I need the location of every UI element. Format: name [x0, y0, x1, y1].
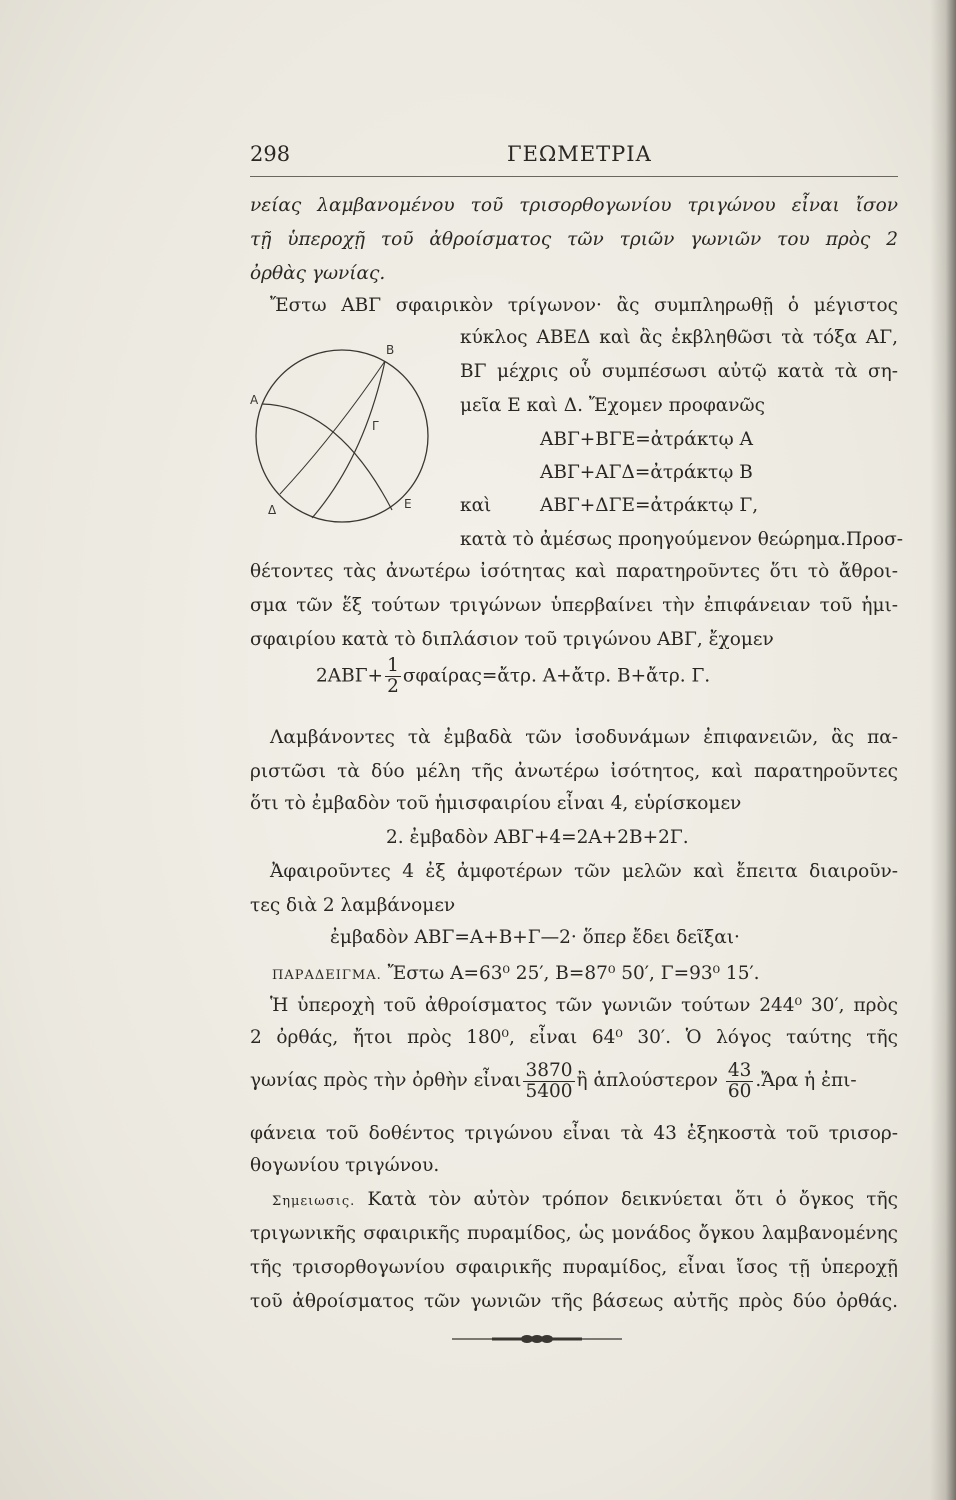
example-label: ΠΑΡΑΔΕΙΓΜΑ.	[272, 968, 382, 983]
equation-atrakto-a: ΑΒΓ+ΒΓΕ=ἀτράκτῳ Α	[540, 429, 753, 450]
fraction-denominator: 2	[387, 676, 399, 697]
fraction-numerator: 1	[387, 655, 399, 676]
example-line-2: Ἡ ὑπεροχὴ τοῦ ἀθροίσματος τῶν γωνιῶν τούτων 244⁰ 30′, πρὸς	[270, 995, 898, 1016]
arc-bge	[312, 361, 385, 518]
text-line-15: Λαμβάνοντες τὰ ἐμβαδὰ τῶν ἰσοδυνάμων ἐπιφανειῶν, ἃς πα-	[270, 727, 898, 748]
label-D: Δ	[268, 503, 277, 517]
text-line-3: ὀρθὰς γωνίας.	[250, 263, 386, 284]
text-line-4: Ἔστω ΑΒΓ σφαιρικὸν τρίγωνον· ἂς συμπληρωθῇ ὁ μέγιστος	[270, 295, 898, 316]
text-line-16: ριστῶσι τὰ δύο μέλη τῆς ἀνωτέρω ἰσότητος, καὶ παρατηροῦντες	[250, 761, 898, 782]
text-line-19: τες διὰ 2 λαμβάνομεν	[250, 895, 456, 916]
ex4-text-c: .Ἄρα ἡ ἐπι-	[755, 1070, 857, 1091]
ex4-text-b: ἢ ἁπλούστερον	[576, 1070, 718, 1091]
text-line-11: κατὰ τὸ ἀμέσως προηγούμενον θεώρημα.Προσ-	[460, 529, 903, 550]
eq1-left: 2ΑΒΓ+	[316, 665, 384, 687]
example-line-5: φάνεια τοῦ δοθέντος τριγώνου εἶναι τὰ 43 ἑξηκοστὰ τοῦ τρισορ-	[250, 1123, 898, 1144]
fraction-one-half	[385, 656, 401, 697]
great-circle-abed	[256, 350, 428, 522]
note-label: Σημειωσις.	[272, 1194, 356, 1209]
equation-sphere	[316, 656, 710, 697]
text-line-2: τῇ ὑπεροχῇ τοῦ ἀθροίσματος τῶν τριῶν γωνιῶν του πρὸς 2	[250, 229, 898, 250]
note-line-4: τοῦ ἀθροίσματος τῶν γωνιῶν τῆς βάσεως αὐτῆς πρὸς δύο ὀρθάς.	[250, 1291, 898, 1312]
label-B: B	[386, 343, 395, 357]
fraction-numerator: 3870	[525, 1059, 573, 1081]
ex4-text-a: γωνίας πρὸς τὴν ὀρθὴν εἶναι	[250, 1070, 522, 1091]
example-line-1	[272, 962, 760, 988]
equation-area: 2. ἐμβαδὸν ΑΒΓ+4=2Α+2Β+2Γ.	[386, 827, 689, 848]
text-line-12: θέτοντες τὰς ἀνωτέρω ἰσότητας καὶ παρατηροῦντες ὅτι τὸ ἄθροι-	[250, 561, 898, 582]
fraction-43-60	[726, 1061, 754, 1102]
text-line-5: κύκλος ΑΒΕΔ καὶ ἂς ἐκβληθῶσι τὰ τόξα ΑΓ,	[460, 327, 898, 348]
equation-atrakto-b: ΑΒΓ+ΑΓΔ=ἀτράκτῳ Β	[540, 462, 753, 483]
page-header	[250, 142, 898, 177]
note-text-1: Κατὰ τὸν αὐτὸν τρόπον δεικνύεται ὅτι ὁ ὄγκος τῆς	[367, 1189, 898, 1210]
running-head: ΓΕΩΜΕΤΡΙΑ	[507, 142, 652, 166]
page-number: 298	[250, 142, 291, 166]
note-line-1	[272, 1188, 898, 1214]
end-ornament	[452, 1333, 622, 1345]
equation-atrakto-g: ΑΒΓ+ΔΓΕ=ἀτράκτῳ Γ,	[540, 495, 759, 516]
eq1-right: σφαίρας=ἄτρ. Α+ἄτρ. Β+ἄτρ. Γ.	[402, 665, 711, 687]
arc-ab	[280, 361, 385, 494]
fraction-3870-5400	[523, 1061, 574, 1102]
text-line-6: ΒΓ μέχρις οὗ συμπέσωσι αὐτῷ κατὰ τὰ ση-	[460, 361, 898, 382]
text-line-7: μεῖα Ε καὶ Δ. Ἔχομεν προφανῶς	[460, 395, 765, 416]
example-line-4	[250, 1060, 857, 1102]
example-line-6: θογωνίου τριγώνου.	[250, 1155, 440, 1176]
label-A: A	[250, 393, 259, 407]
page-edge-shadow	[930, 0, 956, 1500]
text-kai: καὶ	[460, 495, 492, 516]
example-values: Ἔστω Α=63⁰ 25′, Β=87⁰ 50′, Γ=93⁰ 15′.	[387, 963, 760, 984]
fraction-numerator: 43	[727, 1059, 752, 1081]
text-line-17: ὅτι τὸ ἐμβαδὸν τοῦ ἡμισφαιρίου εἶναι 4, εὑρίσκομεν	[250, 793, 742, 814]
text-line-13: σμα τῶν ἕξ τούτων τριγώνων ὑπερβαίνει τὴν ἐπιφάνειαν τοῦ ἡμι-	[250, 595, 898, 616]
fraction-denominator: 60	[727, 1080, 752, 1102]
equation-result: ἐμβαδὸν ΑΒΓ=Α+Β+Γ—2· ὅπερ ἔδει δεῖξαι·	[330, 927, 740, 948]
label-G: Γ	[372, 419, 379, 433]
note-line-2: τριγωνικῆς σφαιρικῆς πυραμίδος, ὡς μονάδος ὄγκου λαμβανομένης	[250, 1223, 898, 1244]
spherical-triangle-figure	[248, 338, 438, 528]
label-E: E	[404, 497, 412, 511]
text-line-14: σφαιρίου κατὰ τὸ διπλάσιον τοῦ τριγώνου ΑΒΓ, ἔχομεν	[250, 629, 774, 650]
note-line-3: τῆς τρισορθογωνίου σφαιρικῆς πυραμίδος, εἶναι ἴσος τῇ ὑπεροχῇ	[250, 1257, 898, 1278]
text-line-1: νείας λαμβανομένου τοῦ τρισορθογωνίου τριγώνου εἶναι ἴσον	[250, 195, 898, 216]
text-line-18: Ἀφαιροῦντες 4 ἐξ ἀμφοτέρων τῶν μελῶν καὶ ἔπειτα διαιροῦν-	[270, 861, 898, 882]
example-line-3: 2 ὀρθάς, ἤτοι πρὸς 180⁰, εἶναι 64⁰ 30′. Ὁ λόγος ταύτης τῆς	[250, 1027, 898, 1048]
fraction-denominator: 5400	[525, 1080, 573, 1102]
